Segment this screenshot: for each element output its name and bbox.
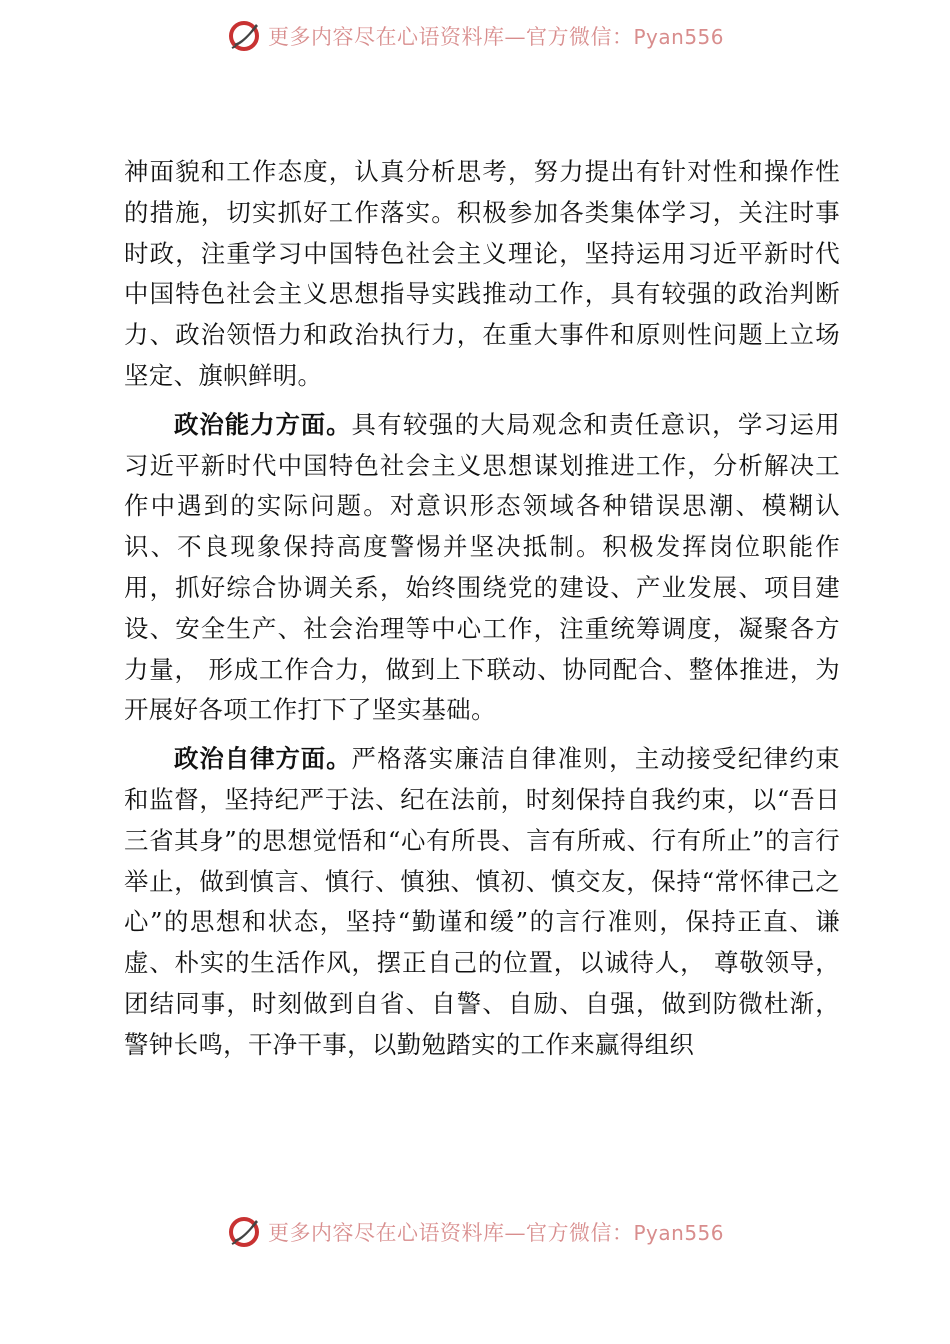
header-banner — [0, 14, 950, 58]
paragraph-2-text: 具有较强的大局观念和责任意识，学习运用习近平新时代中国特色社会主义思想谋划推进工作，分析解决工作中遇到的实际问题。对意识形态领域各种错误思潮、模糊认识、不良现象保持高度警惕并坚决抵制。积极发挥岗位职能作用，抓好综合协调关系，始终围绕党的建设、产业发展、项目建设、安全生产、社会治理等中心工作，注重统筹调度，凝聚各方力量， 形成工作合力，做到上下联动、协同配合、整体推进，为开展好各项工作打下了坚实基础。 — [124, 409, 840, 725]
footer-banner-text: 更多内容尽在心语资料库—官方微信：Pyan556 — [267, 1221, 724, 1245]
footer-wechat-id: Pyan556 — [633, 1221, 724, 1245]
document-body — [124, 152, 840, 1066]
paragraph-political-ability — [124, 405, 840, 731]
header-banner-text: 更多内容尽在心语资料库—官方微信：Pyan556 — [267, 25, 724, 49]
pen-logo-icon — [226, 1214, 262, 1250]
paragraph-1-text: 神面貌和工作态度，认真分析思考，努力提出有针对性和操作性的措施，切实抓好工作落实。积极参加各类集体学习，关注时事时政，注重学习中国特色社会主义理论，坚持运用习近平新时代中国特色社会主义思想指导实践推动工作，具有较强的政治判断力、政治领悟力和政治执行力，在重大事件和原则性问题上立场坚定、旗帜鲜明。 — [124, 157, 840, 390]
paragraph-1 — [124, 152, 840, 397]
header-wechat-id: Pyan556 — [633, 25, 724, 49]
paragraph-2-heading: 政治能力方面。 — [174, 409, 352, 439]
pen-logo-icon — [226, 18, 262, 54]
paragraph-3-text: 严格落实廉洁自律准则，主动接受纪律约束和监督，坚持纪严于法、纪在法前，时刻保持自我约束，以“吾日三省其身”的思想觉悟和“心有所畏、言有所戒、行有所止”的言行举止，做到慎言、慎行、慎独、慎初、慎交友，保持“常怀律己之心”的思想和状态，坚持“勤谨和缓”的言行准则，保持正直、谦虚、朴实的生活作风，摆正自己的位置，以诚待人， 尊敬领导，团结同事，时刻做到自省、自警、自励、自强，做到防微杜渐，警钟长鸣，干净干事，以勤勉踏实的工作来赢得组织 — [124, 744, 840, 1059]
paragraph-political-self-discipline — [124, 739, 840, 1065]
footer-banner — [0, 1210, 950, 1254]
paragraph-3-heading: 政治自律方面。 — [174, 744, 352, 774]
